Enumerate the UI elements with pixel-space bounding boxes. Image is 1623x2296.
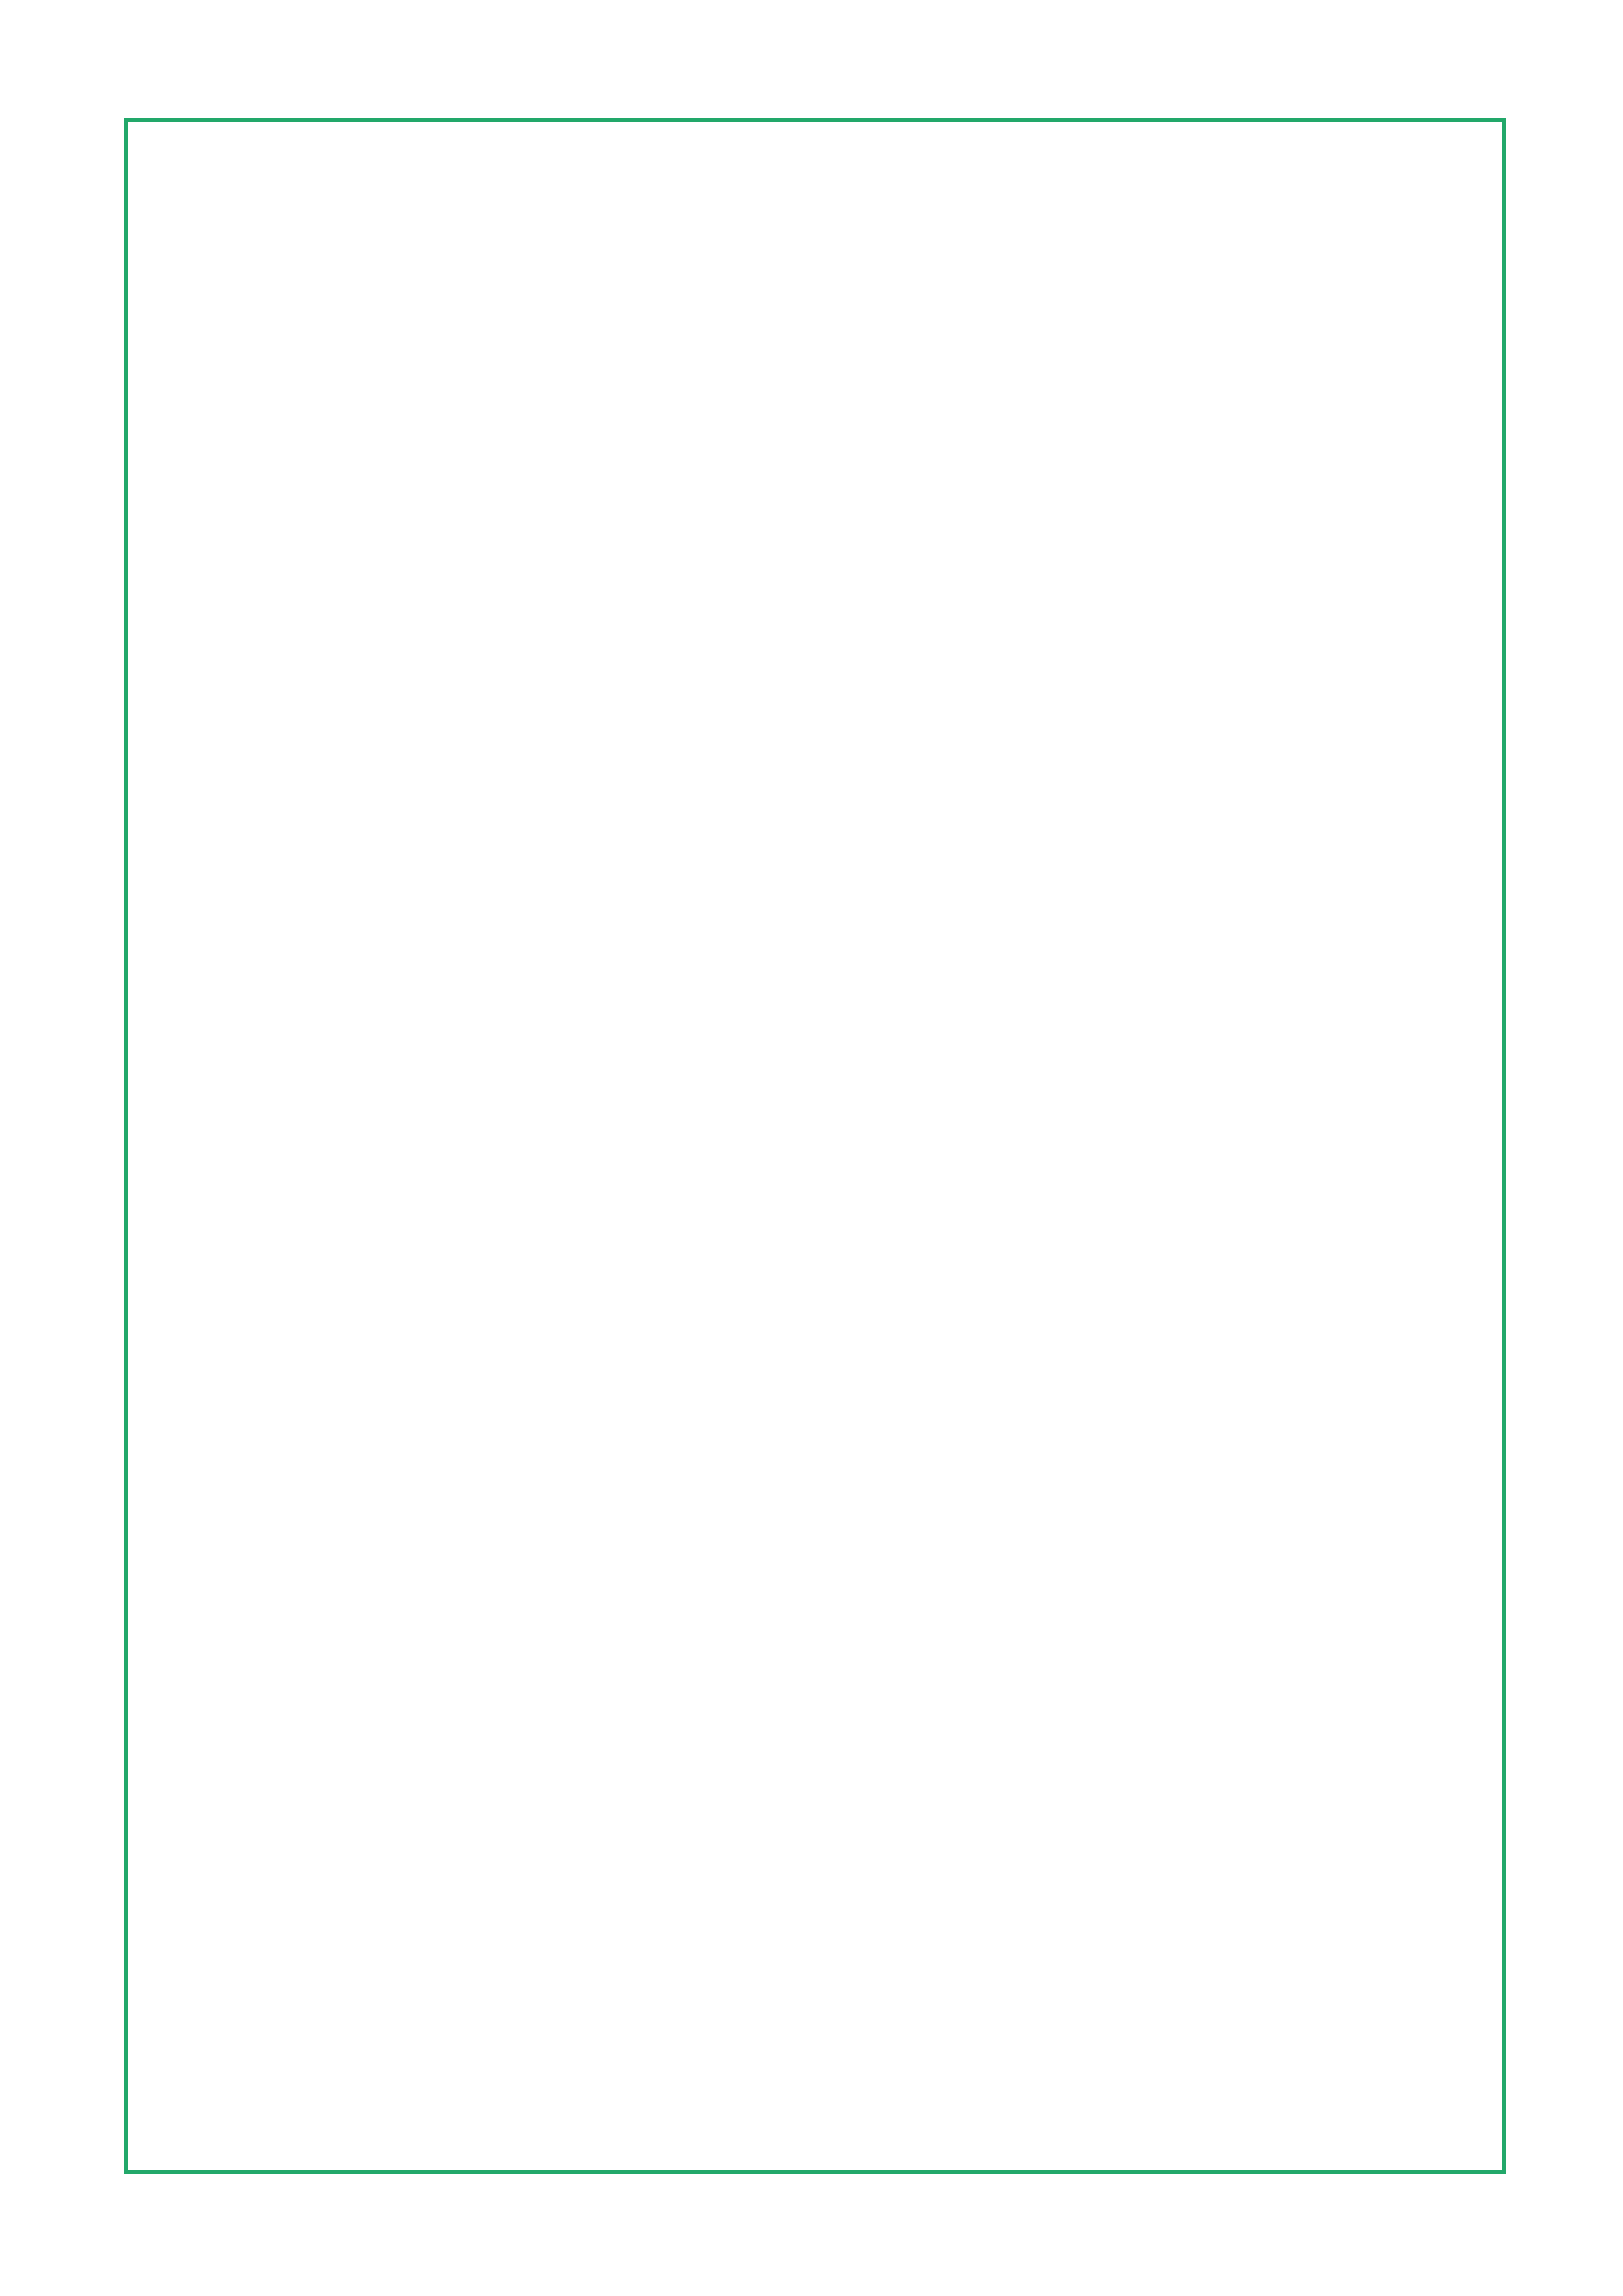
practice-sheet bbox=[124, 118, 1506, 2174]
